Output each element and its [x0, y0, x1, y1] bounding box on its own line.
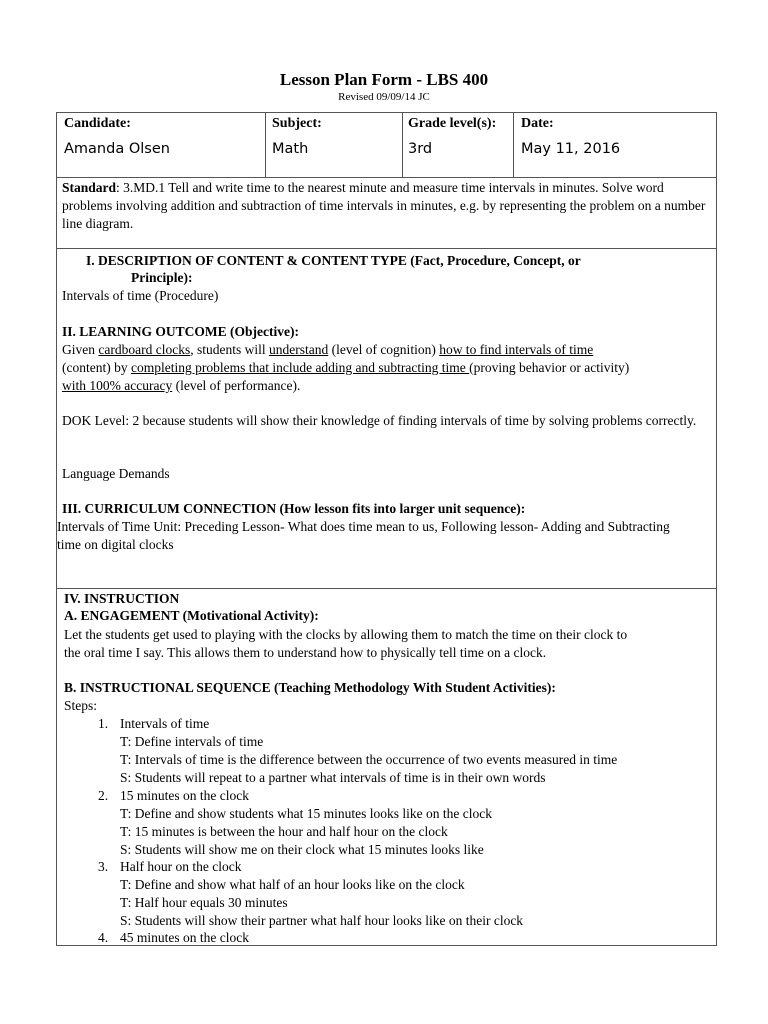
revision-note: Revised 09/09/14 JC — [338, 91, 430, 103]
step-number: 3. — [98, 859, 109, 874]
section1-body: Intervals of time (Procedure) — [62, 288, 219, 303]
objective-line-3: with 100% accuracy (level of performance). — [62, 378, 301, 393]
column-divider — [402, 113, 403, 177]
candidate-value: Amanda Olsen — [64, 141, 170, 157]
standard-label: Standard — [62, 180, 117, 195]
step-title: 15 minutes on the clock — [120, 788, 249, 803]
row-divider — [57, 248, 716, 249]
step-line: T: Define and show what half of an hour looks like on the clock — [120, 877, 465, 892]
engagement-line-2: the oral time I say. This allows them to understand how to physically tell time on a clock. — [64, 645, 547, 660]
engagement-heading: A. ENGAGEMENT (Motivational Activity): — [64, 608, 319, 623]
date-label: Date: — [521, 116, 554, 131]
section1-heading: I. DESCRIPTION OF CONTENT & CONTENT TYPE (Fact, Procedure, Concept, or — [86, 253, 581, 268]
dok-level: DOK Level: 2 because students will show their knowledge of finding intervals of time by solving problems correctly. — [62, 413, 697, 428]
section2-heading: II. LEARNING OUTCOME (Objective): — [62, 324, 299, 339]
standard-text: : 3.MD.1 Tell and write time to the nearest minute and measure time intervals in minutes. Solve word problems involving addition and subtraction of time intervals in minutes, e.g. by representing the problem on a number line diagram. — [62, 180, 706, 231]
step-line: S: Students will repeat to a partner what intervals of time is in their own words — [120, 770, 546, 785]
step-line: T: Define and show students what 15 minutes looks like on the clock — [120, 806, 493, 821]
step-number: 2. — [98, 788, 109, 803]
standard-paragraph — [62, 179, 708, 233]
objective-line-1: Given cardboard clocks, students will understand (level of cognition) how to find intervals of time — [62, 342, 594, 357]
row-divider — [57, 588, 716, 589]
column-divider — [265, 113, 266, 177]
step-number: 1. — [98, 716, 109, 731]
section3-heading: III. CURRICULUM CONNECTION (How lesson fits into larger unit sequence): — [62, 501, 526, 516]
lesson-plan-table — [56, 112, 717, 946]
steps-label: Steps: — [64, 698, 98, 713]
candidate-label: Candidate: — [64, 116, 131, 131]
column-divider — [513, 113, 514, 177]
document-title: Lesson Plan Form - LBS 400 — [279, 70, 489, 89]
subject-label: Subject: — [272, 116, 322, 131]
step-line: T: Half hour equals 30 minutes — [120, 895, 288, 910]
section3-body: Intervals of Time Unit: Preceding Lesson- What does time mean to us, Following lesson- Adding and Subtracting time on digital clocks — [57, 519, 670, 552]
grade-label: Grade level(s): — [408, 116, 497, 131]
section4-heading: IV. INSTRUCTION — [64, 591, 180, 606]
grade-value: 3rd — [408, 141, 433, 157]
step-title: 45 minutes on the clock — [120, 930, 249, 945]
step-line: T: Intervals of time is the difference between the occurrence of two events measured in time — [120, 752, 618, 767]
step-line: T: 15 minutes is between the hour and half hour on the clock — [120, 824, 448, 839]
step-number: 4. — [98, 930, 109, 945]
subject-value: Math — [272, 141, 309, 157]
step-line: T: Define intervals of time — [120, 734, 264, 749]
sequence-heading: B. INSTRUCTIONAL SEQUENCE (Teaching Methodology With Student Activities): — [64, 680, 556, 695]
objective-line-2: (content) by completing problems that include adding and subtracting time (proving behavior or activity) — [62, 360, 630, 375]
row-divider — [57, 177, 716, 178]
section1-heading-cont: Principle): — [131, 270, 193, 285]
date-value: May 11, 2016 — [521, 141, 621, 157]
engagement-line-1: Let the students get used to playing with the clocks by allowing them to match the time on their clock to — [64, 627, 628, 642]
step-title: Intervals of time — [120, 716, 210, 731]
language-demands: Language Demands — [62, 466, 170, 481]
step-line: S: Students will show me on their clock what 15 minutes looks like — [120, 842, 484, 857]
step-title: Half hour on the clock — [120, 859, 242, 874]
step-line: S: Students will show their partner what half hour looks like on their clock — [120, 913, 524, 928]
